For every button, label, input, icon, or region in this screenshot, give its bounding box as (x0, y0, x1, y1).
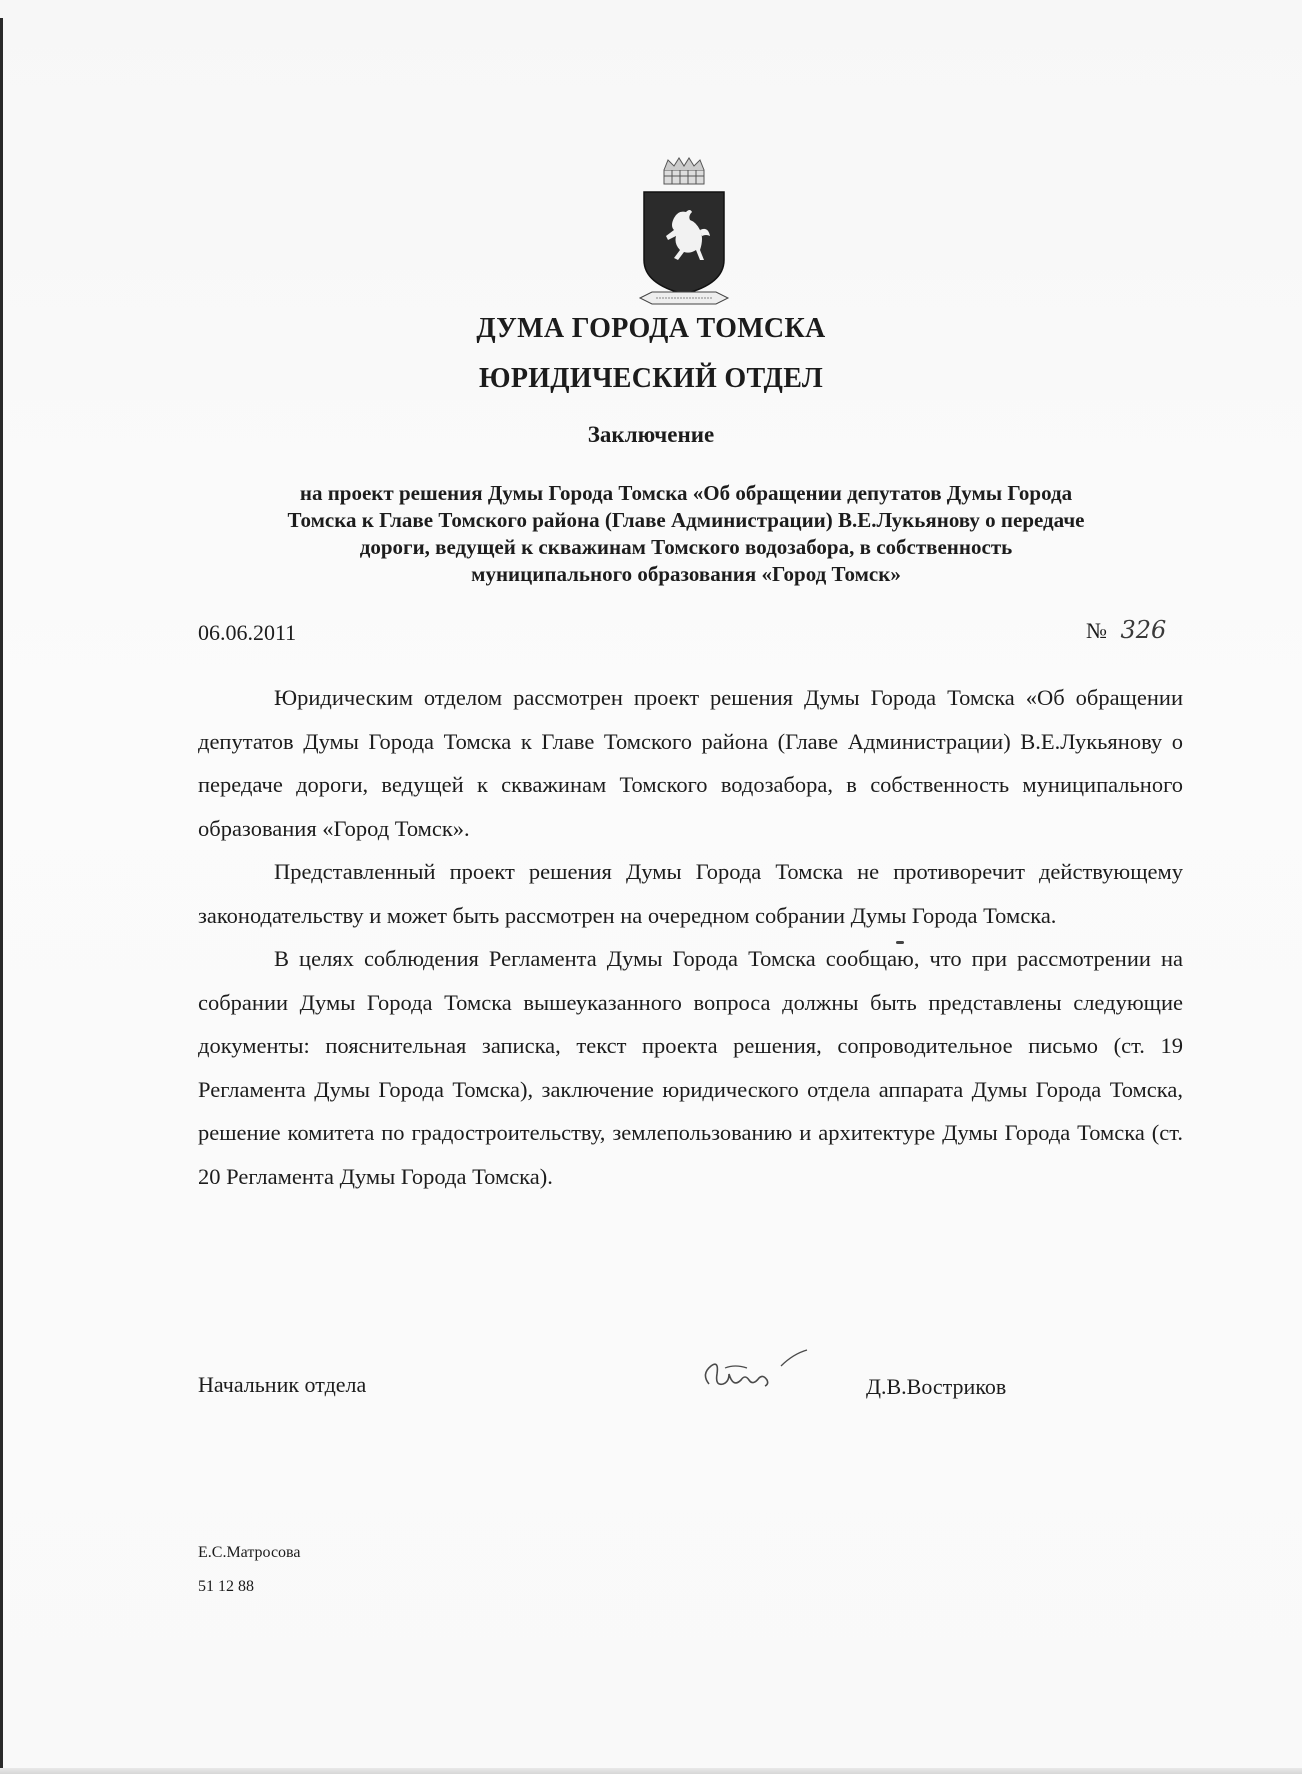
number-label: № (1086, 618, 1107, 643)
subject-line: дороги, ведущей к скважинам Томского водозабора, в собственность (359, 535, 1013, 559)
org-name: ДУМА ГОРОДА ТОМСКА (476, 313, 826, 344)
city-coat-of-arms-icon (634, 156, 734, 312)
crown-icon (664, 158, 704, 184)
document-number (1086, 616, 1166, 644)
department-name: ЮРИДИЧЕСКИЙ ОТДЕЛ (479, 363, 823, 394)
document-subject (196, 480, 1176, 588)
body-paragraph: Представленный проект решения Думы Города Томска не противоречит действующему законодательству и может быть рассмотрен на очередном собрании Думы Города Томска. (198, 859, 1183, 928)
executor-phone: 51 12 88 (198, 1578, 254, 1595)
body-paragraph: Юридическим отделом рассмотрен проект решения Думы Города Томска «Об обращении депутатов Думы Города Томска к Главе Томского района (Главе Администрации) В.Е.Лукьянову о передаче дороги, ведущей к скважинам Томского водозабора, в собственность муниципального образования «Город Томск». (198, 685, 1183, 841)
subject-line: Томска к Главе Томского района (Главе Администрации) В.Е.Лукьянову о передаче (287, 508, 1085, 532)
signatory-title: Начальник отдела (198, 1372, 367, 1397)
subject-line: муниципального образования «Город Томск» (471, 562, 901, 586)
scan-edge-bottom (0, 1768, 1302, 1774)
handwritten-signature-icon (695, 1344, 815, 1404)
subject-line: на проект решения Думы Города Томска «Об обращении депутатов Думы Города (299, 481, 1073, 505)
document-date: 06.06.2011 (198, 620, 297, 645)
document-body (198, 676, 1183, 1198)
number-value: 326 (1120, 616, 1167, 644)
scan-speck (896, 941, 904, 944)
document-type: Заключение (587, 422, 715, 447)
body-paragraph: В целях соблюдения Регламента Думы Города Томска сообщаю, что при рассмотрении на собрании Думы Города Томска вышеуказанного вопроса должны быть представлены следующие документы: пояснительная записка, текст проекта решения, сопроводительное письмо (ст. 19 Регламента Думы Города Томска), заключение юридического отдела аппарата Думы Города Томска, решение комитета по градостроительству, землепользованию и архитектуре Думы Города Томска (ст. 20 Регламента Думы Города Томска). (198, 946, 1183, 1189)
executor-name: Е.С.Матросова (198, 1544, 301, 1561)
scan-edge-left (0, 18, 3, 1774)
signatory-name: Д.В.Востриков (866, 1374, 1007, 1399)
ribbon-icon (640, 292, 728, 304)
